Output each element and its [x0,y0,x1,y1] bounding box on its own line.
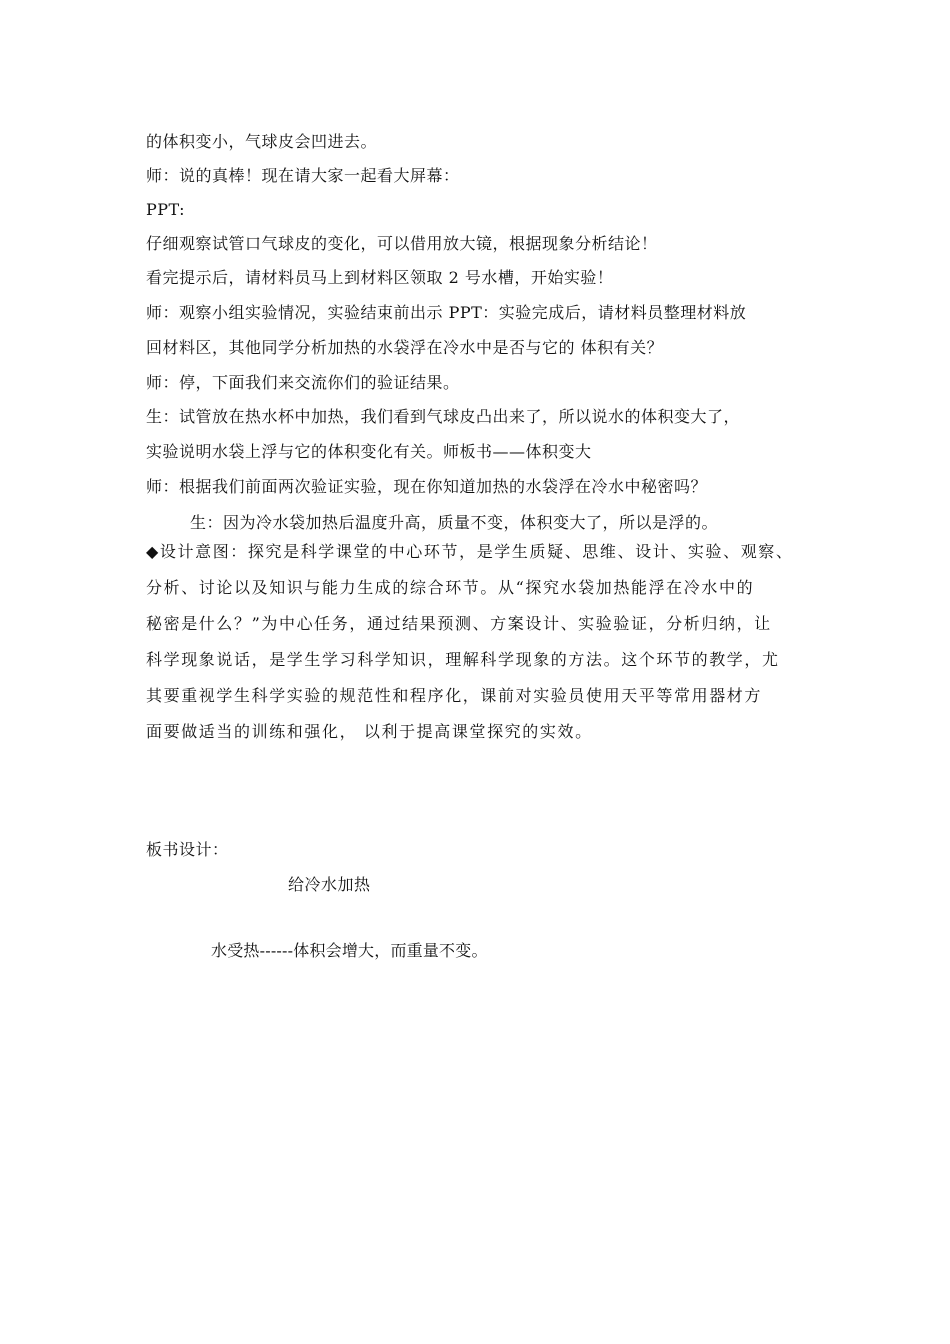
text-line: 师：说的真棒！现在请大家一起看大屏幕： [146,166,460,185]
text-line: 生：试管放在热水杯中加热，我们看到气球皮凸出来了，所以说水的体积变大了， [146,407,741,426]
text-line: 看完提示后，请材料员马上到材料区领取 2 号水槽，开始实验！ [146,268,614,287]
board-heading: 板书设计： [146,840,229,859]
board-content: 水受热------体积会增大，而重量不变。 [211,941,488,960]
text-line: PPT: [146,200,186,219]
text-line: 实验说明水袋上浮与它的体积变化有关。师板书——体积变大 [146,442,592,461]
design-intent-line: 面要做适当的训练和强化， 以利于提高课堂探究的实效。 [146,722,593,741]
text-line: 师：观察小组实验情况，实验结束前出示 PPT：实验完成后，请材料员整理材料放 [146,303,747,322]
text-line: 回材料区，其他同学分析加热的水袋浮在冷水中是否与它的 体积有关？ [146,338,664,357]
text-line: 生：因为冷水袋加热后温度升高，质量不变，体积变大了，所以是浮的。 [190,513,719,532]
design-intent-line: 其要重视学生科学实验的规范性和程序化，课前对实验员使用天平等常用器材方 [146,686,763,705]
text-line: 师：根据我们前面两次验证实验，现在你知道加热的水袋浮在冷水中秘密吗？ [146,477,708,496]
design-intent-line: 分析、讨论以及知识与能力生成的综合环节。从“探究水袋加热能浮在冷水中的 [146,578,755,597]
design-intent-line: ◆设计意图：探究是科学课堂的中心环节，是学生质疑、思维、设计、实验、观察、 [146,542,794,561]
board-title: 给冷水加热 [288,875,371,894]
text-line: 的体积变小，气球皮会凹进去。 [146,132,378,151]
text-line: 师：停，下面我们来交流你们的验证结果。 [146,373,460,392]
design-intent-line: 科学现象说话，是学生学习科学知识，理解科学现象的方法。这个环节的教学，尤 [146,650,780,669]
text-line: 仔细观察试管口气球皮的变化，可以借用放大镜，根据现象分析结论！ [146,234,658,253]
design-intent-line: 秘密是什么？”为中心任务，通过结果预测、方案设计、实验验证，分析归纳，让 [146,614,772,633]
